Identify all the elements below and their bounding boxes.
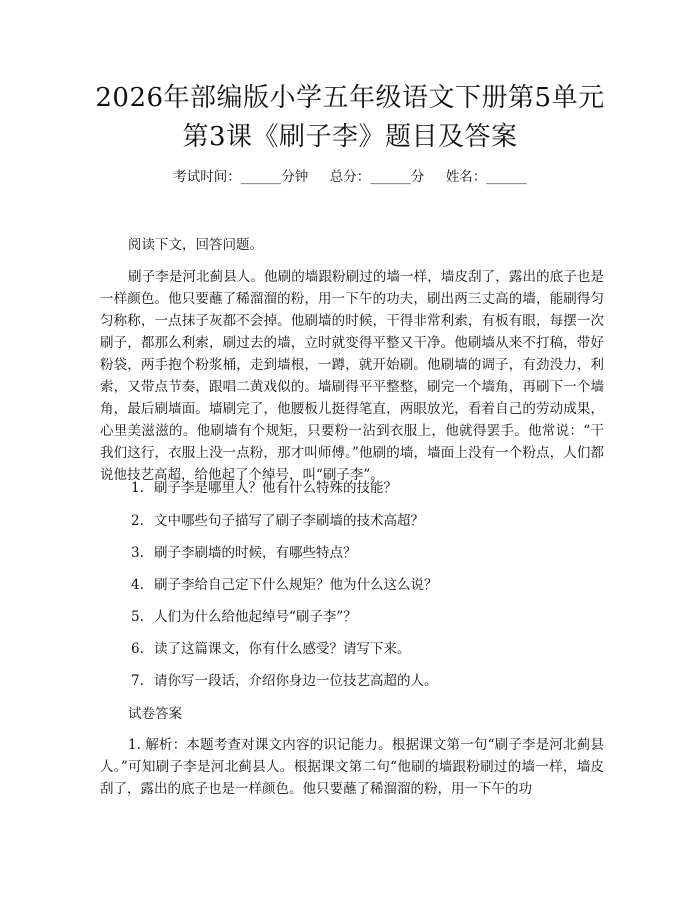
question-number: 5. [131,609,144,625]
question-text: 请你写一段话，介绍你身边一位技艺高超的人。 [154,673,438,689]
question-text: 刷子李给自己定下什么规矩？他为什么这么说？ [154,577,438,593]
question-number: 2. [131,513,144,529]
question-item [131,640,411,658]
question-text: 读了这篇课文，你有什么感受？请写下来。 [154,641,411,657]
reading-instruction: 阅读下文，回答问题。 [128,237,263,253]
question-number: 3. [131,545,144,561]
question-item [131,512,424,530]
question-item [131,544,357,562]
answer-section-heading: 试卷答案 [128,706,182,722]
exam-info-line: 考试时间：______分钟 总分：______分 姓名：______ [173,169,527,185]
question-number: 6. [131,641,144,657]
question-number: 7. [131,673,144,689]
answer-paragraph: 1. 解析：本题考查对课文内容的识记能力。根据课文第一句“刷子李是河北蓟县人。”可知刷子李是河北蓟县人。根据课文第二句“他刷的墙跟粉刷过的墙一样，墙皮刮了，露出的底子也是一样颜色。他只要蘸了稀溜溜的粉，用一下午的功 [100,737,604,797]
question-item [131,479,397,497]
question-number: 1. [131,480,144,496]
question-number: 4. [131,577,144,593]
question-item [131,576,438,594]
document-title-line-2: 第3课《刷子李》题目及答案 [182,122,518,152]
question-text: 刷子李是哪里人？他有什么特殊的技能？ [154,480,397,496]
question-text: 刷子李刷墙的时候，有哪些特点？ [154,545,357,561]
question-item [131,608,357,626]
document-title-line-1: 2026年部编版小学五年级语文下册第5单元 [95,83,605,113]
question-text: 人们为什么给他起绰号“刷子李”？ [154,609,357,625]
question-item [131,672,438,690]
reading-passage: 刷子李是河北蓟县人。他刷的墙跟粉刷过的墙一样，墙皮刮了，露出的底子也是一样颜色。他只要蘸了稀溜溜的粉，用一下午的功夫，刷出两三丈高的墙，能刷得匀匀称称，一点抹子灰都不会掉。他刷墙的时候，干得非常利索，有板有眼，每摆一次刷子，都那么利索，刷过去的墙，立时就变得平整又干净。他刷墙从来不打稿，带好粉袋，两手抱个粉浆桶，走到墙根，一蹲，就开始刷。他刷墙的调子，有劲没力，利索，又带点节奏，跟唱二黄戏似的。墙刷得平平整整，刷完一个墙角，再刷下一个墙角，最后刷墙面。墙刷完了，他腰板儿挺得笔直，两眼放光，看着自己的劳动成果，心里美滋滋的。他刷墙有个规矩，只要粉一沾到衣服上，他就得罢手。他常说：“干我们这行，衣服上没一点粉，那才叫师傅。”他刷的墙，墙面上没有一个粉点，人们都说他技艺高超，给他起了个绰号，叫“刷子李”。 [100,269,604,483]
question-text: 文中哪些句子描写了刷子李刷墙的技术高超？ [154,513,424,529]
